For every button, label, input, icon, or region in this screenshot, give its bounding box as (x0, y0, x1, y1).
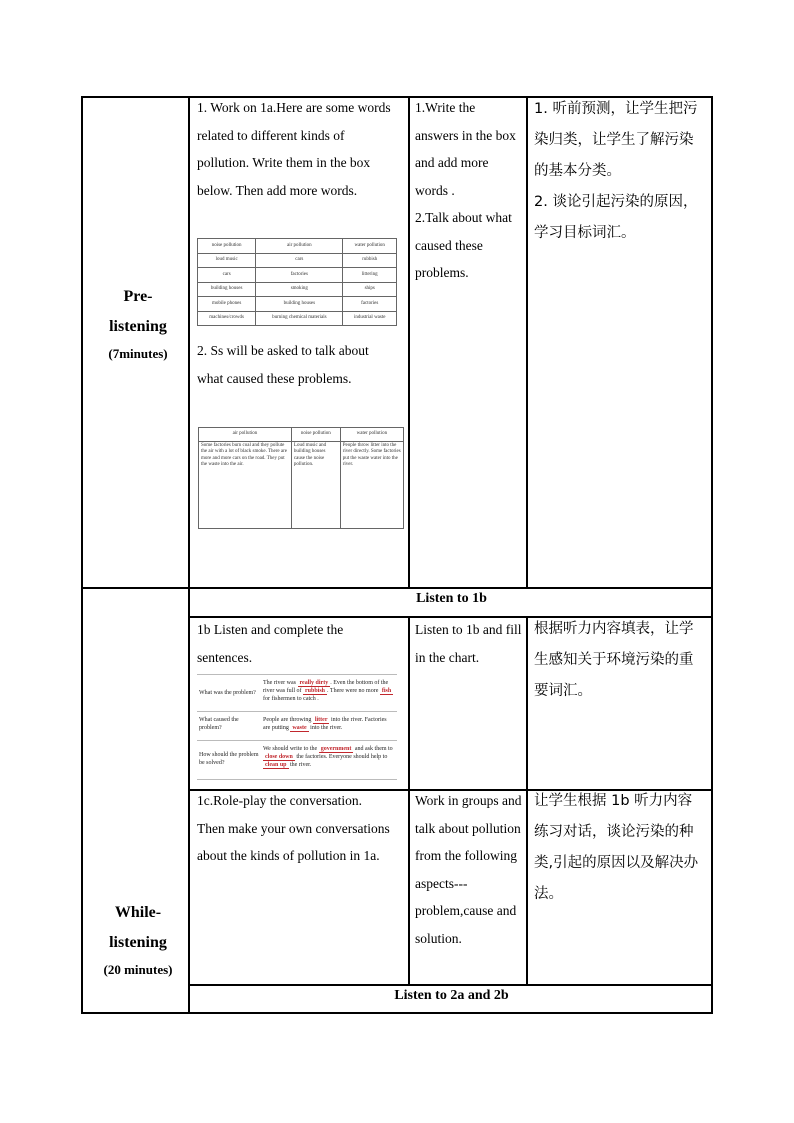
chart-row (197, 740, 397, 780)
word-table-cell: industrial waste (343, 311, 397, 326)
pollution-cause-table (198, 427, 404, 529)
chart-blank-answer: fish (381, 688, 392, 694)
chart-text: . Even the bottom of the river was full of (263, 680, 389, 694)
chart-question: How should the problem be solved? (199, 752, 259, 766)
stage-pre-time: (7minutes) (108, 346, 168, 361)
chart-text: into the river. (308, 725, 343, 731)
pre-purpose-1: 1. 听前预测，让学生把污染归类，让学生了解污染的基本分类。 (534, 101, 698, 179)
cause-table-cell: People throw litter into the river directly. Some factories put the waste water into the river. (340, 442, 403, 529)
chart-text: for fishermen to catch . (263, 696, 319, 702)
word-table-cell: factories (343, 297, 397, 312)
chart-text: the river. (288, 762, 312, 768)
pre-teacher-activity-1: 1. Work on 1a.Here are some words related to different kinds of pollution. Write them in the box below. Then add more words. (197, 100, 391, 198)
chart-question: What caused the problem? (199, 717, 239, 731)
stage-pre-listening (90, 282, 186, 366)
stage-pre-line2: listening (109, 318, 167, 335)
chart-text: and ask them to (353, 746, 393, 752)
word-table-cell: cars (198, 268, 256, 283)
stage-pre-line1: Pre- (123, 288, 153, 305)
word-table-cell: smoking (256, 282, 343, 297)
while-teacher-1c: 1c.Role-play the conversation. Then make your own conversations about the kinds of pollution in 1a. (197, 793, 390, 863)
chart-answer (263, 716, 395, 732)
word-table-cell: machines/crowds (198, 311, 256, 326)
chart-blank-answer: litter (314, 717, 328, 723)
while-student-1b: Listen to 1b and fill in the chart. (415, 622, 522, 665)
banner-listen-2a-2b: Listen to 2a and 2b (394, 988, 509, 1003)
chart-row (197, 674, 397, 711)
chart-text: We should write to the (263, 746, 319, 752)
chart-question: What was the problem? (199, 690, 256, 696)
cause-table-header: water pollution (340, 428, 403, 442)
col-divider-teacher-pre (408, 96, 410, 588)
word-table-cell: burning chemical materials (256, 311, 343, 326)
word-table-cell: factories (256, 268, 343, 283)
cause-table-header: air pollution (199, 428, 292, 442)
pre-student-activity-1: 1.Write the answers in the box and add more words . (415, 100, 516, 198)
chart-blank-answer: waste (292, 725, 307, 731)
chart-blank-answer: clean up (265, 762, 287, 768)
word-table-cell: rubbish (343, 253, 397, 268)
while-teacher-1b: 1b Listen and complete the sentences. (197, 622, 344, 665)
word-table-header: air pollution (256, 239, 343, 254)
row-divider-pre-end (81, 587, 713, 589)
chart-row (197, 711, 397, 740)
word-table-header: water pollution (343, 239, 397, 254)
word-table-cell: building houses (198, 282, 256, 297)
col-divider-student-pre (526, 96, 528, 588)
word-table-cell: cars (256, 253, 343, 268)
stage-while-line1: While- (114, 904, 162, 921)
word-table-cell: ships (343, 282, 397, 297)
word-table-header: noise pollution (198, 239, 256, 254)
chart-answer (263, 745, 395, 769)
chart-blank-answer: rubbish (305, 688, 326, 694)
while-student-1c: Work in groups and talk about pollution from the following aspects---problem,cause and solution. (415, 793, 522, 946)
listening-fill-in-chart (197, 674, 397, 778)
banner-listen-1b: Listen to 1b (416, 591, 487, 606)
stage-while-line2: listening (109, 934, 167, 951)
cause-table-cell: Some factories burn coal and they pollute the air with a lot of black smoke. There are more and more cars on the road. They put the waste into the air. (199, 442, 292, 529)
cause-table-cell: Loud music and building houses cause the noise pollution. (291, 442, 340, 529)
stage-while-time: (20 minutes) (103, 962, 173, 977)
pre-teacher-activity-2: 2. Ss will be asked to talk about what caused these problems. (197, 343, 369, 386)
word-table-cell: littering (343, 268, 397, 283)
pre-purpose-2: 2. 谈论引起污染的原因，学习目标词汇。 (534, 194, 698, 241)
pre-student-activity-2: 2.Talk about what caused these problems. (415, 210, 512, 280)
while-purpose-1b: 根据听力内容填表，让学生感知关于环境污染的重要词汇。 (534, 621, 694, 699)
chart-answer (263, 679, 395, 703)
chart-blank-answer: really dirty (299, 680, 329, 686)
chart-text: People are throwing (263, 717, 313, 723)
col-divider-stage (188, 96, 190, 1014)
chart-text: into the river. Factories are putting (263, 717, 387, 731)
word-table-cell: building houses (256, 297, 343, 312)
cause-table-header: noise pollution (291, 428, 340, 442)
pollution-word-table (197, 238, 397, 326)
while-purpose-1c: 让学生根据 1b 听力内容练习对话，谈论污染的种类,引起的原因以及解决办法。 (534, 793, 699, 902)
word-table-cell: mobile phones (198, 297, 256, 312)
col-divider-teacher-while (408, 617, 410, 985)
chart-text: . There were no more (327, 688, 380, 694)
col-divider-student-while (526, 617, 528, 985)
row-divider-1c (188, 984, 713, 986)
word-table-cell: loud music (198, 253, 256, 268)
chart-text: the factories. Everyone should help to (294, 754, 388, 760)
stage-while-listening (88, 898, 188, 982)
chart-text: The river was (263, 680, 298, 686)
chart-blank-answer: close down (265, 754, 293, 760)
chart-blank-answer: government (320, 746, 352, 752)
